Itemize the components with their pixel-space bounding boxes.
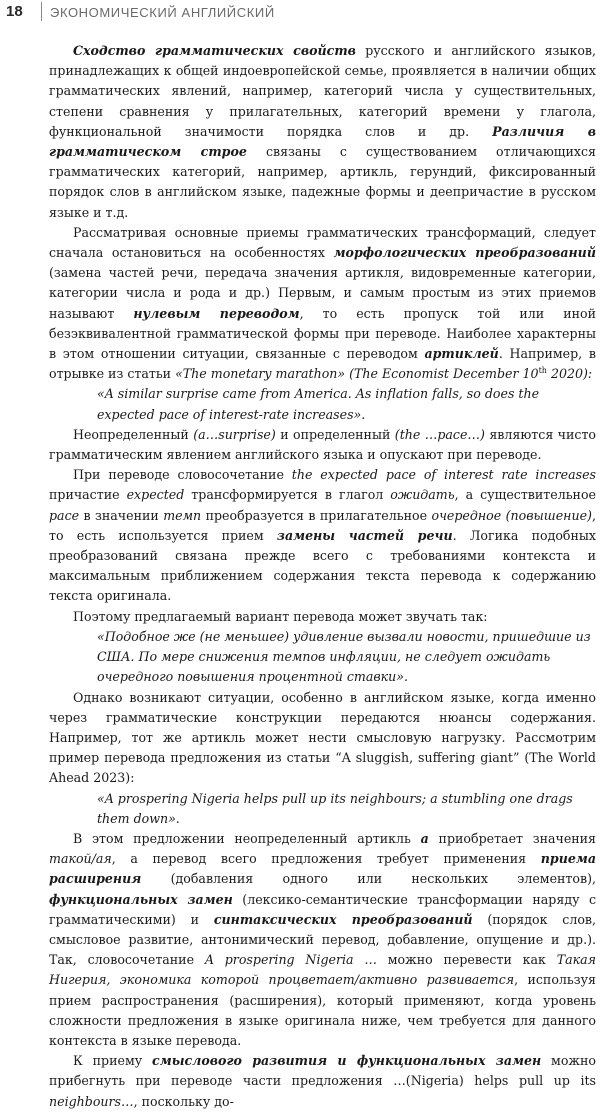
quote-1: «A similar surprise came from America. As inflation falls, so does the expected pace of interest-rate increases». xyxy=(97,386,540,422)
paragraph-8: К приему смыслового развития и функциональных замен можно прибегнуть при переводе части предложения …(Nigeria) helps pull up its neighbours…, поскольку до- xyxy=(49,1053,596,1109)
running-head: ЭКОНОМИЧЕСКИЙ АНГЛИЙСКИЙ xyxy=(50,5,275,20)
paragraph-7: В этом предложении неопределенный артикль a приобретает значения такой/ая, а перевод всего предложения требует применения приема расширения (добавления одного или нескольких элементов), функциональных замен (лексико-семантические трансформации наряду с грамматическими) и синтаксических преобразований (порядок слов, смысловое развитие, антонимический перевод, добавление, опущение и др.). Так, словосочетание A prospering Nigeria … можно перевести как Такая Нигерия, экономика которой процветает/активно развивается, используя прием распространения (расширения), который применяют, когда уровень сложности предложения в языке оригинала ниже, чем требуется для данного контекста в языке перевода. xyxy=(49,830,597,1048)
paragraph-1: Сходство грамматических свойств русского и английского языков, принадлежащих к общей индоевропейской семье, проявляется в наличии общих грамматических явлений, например, категорий числа у существительных, степени сравнения у прилагательных, категорий времени у глагола, функциональной значимости порядка слов и др. Различия в грамматическом строе связаны с существованием отличающихся грамматических категорий, например, артикль, герундий, фиксированный порядок слов в английском языке, падежные формы и деепричастие в русском языке и т.д. xyxy=(49,43,596,220)
paragraph-6: Однако возникают ситуации, особенно в английском языке, когда именно через грамматические конструкции передаются нюансы содержания. Например, тот же артикль может нести смысловую нагрузку. Рассмотрим пример перевода предложения из статьи “A sluggish, suffering giant” (The World Ahead 2023): xyxy=(49,689,596,786)
page-number: 18 xyxy=(6,3,23,20)
paragraph-5: Поэтому предлагаемый вариант перевода может звучать так: xyxy=(73,608,488,624)
quote-2: «Подобное же (не меньшее) удивление вызвали новости, пришедшие из США. По мере снижения темпов инфляции, не следует ожидать очередного повышения процентной ставки». xyxy=(97,628,591,685)
page-body xyxy=(49,41,596,1112)
header-divider xyxy=(41,2,42,21)
page-header xyxy=(0,0,607,24)
quote-3: «A prospering Nigeria helps pull up its neighbours; a stumbling one drags them down». xyxy=(97,790,573,826)
paragraph-4: При переводе словосочетание the expected pace of interest rate increases причастие expected трансформируется в глагол ожидать, а существительное pace в значении темп преобразуется в прилагательное очередное (повышение), то есть используется прием замены частей речи. Логика подобных преобразований связана прежде всего с требованиями контекста и максимальным приближением содержания текста перевода к содержанию текста оригинала. xyxy=(49,467,597,604)
paragraph-2: Рассматривая основные приемы грамматических трансформаций, следует сначала остановиться на особенностях морфологических преобразований (замена частей речи, передача значения артикля, видовременные категории, категории числа и рода и др.) Первым, и самым простым из этих приемов называют нулевым переводом, то есть пропуск той или иной безэквивалентной грамматической формы при переводе. Наиболее характерны в этом отношении ситуации, связанные с переводом артиклей. Например, в отрывке из статьи «The monetary marathon» (The Economist December 10th 2020): xyxy=(49,224,596,382)
paragraph-3: Неопределенный (a…surprise) и определенный (the …pace…) являются чисто грамматическим явлением английского языка и опускают при переводе. xyxy=(49,426,597,463)
